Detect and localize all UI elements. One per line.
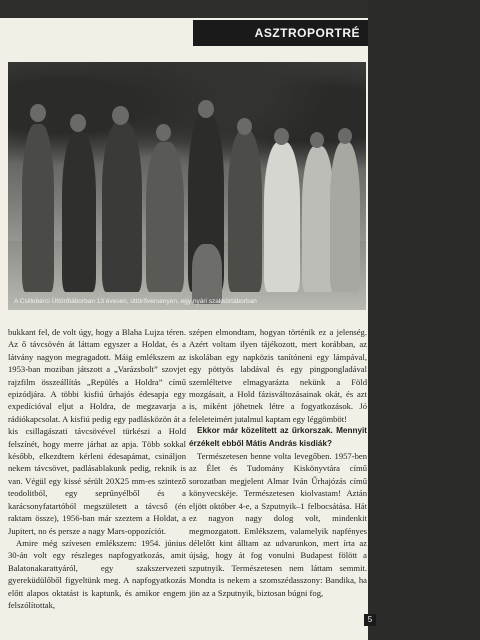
photo-person	[330, 142, 360, 292]
group-photo	[8, 62, 366, 310]
photo-head	[338, 128, 352, 144]
photo-person	[102, 122, 142, 292]
photo-head	[30, 104, 46, 122]
article-paragraph: bukkant fel, de volt úgy, hogy a Blaha Lujza téren. Az ő távcsövén át láttam egyszer a Holdat, és a látvány nagyon megragadott. Máig emlékszem az 1953-ban moziban játszott a „Varázsbolt” szovjet rajzfilm összeállítás „Repülés a Holdra” című epizódjára. A többi kisfiú űrhajós édesapja egy expedícióval eljut a Holdra, de megzavarja a rádiókapcsolat. A kisfiú pedig egy padlásközön át a kis csillagászati távcsövével türkészi a Hold felszínét, hogy merre járhat az apja. Több sokkal később, elkezdtem kérleni édesapámat, csináljon nekem távcsövet, padlásablakunk pedig, reknik is van. Végül egy kissé sérült 20X25 mm-es szintező teodolitból, egy seprűnyélből és a karácsonyfatartóból megszületett a távcső (én raktam össze), 1956-ban már szeztem a Holdat, a Jupitert, no és persze a nagy Mars-oppozíciót.	[8, 327, 186, 536]
article-column-right	[189, 326, 367, 599]
photo-head	[112, 106, 129, 125]
page-number: 5	[364, 614, 376, 626]
photo-person	[22, 124, 54, 292]
photo-head	[156, 124, 171, 141]
photo-person	[146, 142, 184, 292]
photo-person	[62, 132, 96, 292]
photo-caption: A Csillebérci Úttörőtáborban 13 évesen, úttörőversenyen, egy nyári szakkörtáborban	[14, 298, 257, 305]
interview-question: Ekkor már közelített az űrkorszak. Mennyit érzékelt ebből Mátis András kisdiák?	[189, 426, 367, 448]
photo-head	[198, 100, 214, 118]
adjacent-page-edge	[368, 0, 480, 640]
photo-head	[274, 128, 289, 145]
photo-person	[192, 244, 222, 304]
photo-person	[228, 130, 262, 292]
article-column-left	[8, 326, 186, 611]
photo-head	[310, 132, 324, 148]
article-paragraph: szépen elmondtam, hogyan történik ez a jelenség. Azért voltam ilyen tájékozott, mert korábban, az iskolában egy napközis tanítóneni egy lámpával, egy pöttyös labdával és egy pingpongladával szemléltetve elmagyarázta nekünk a Föld mozgásait, a Hold fázisváltozásainak okát, és azt is, miként jöhetnek létre a fogyatkozások. Jó feleleteimért jutalmul kaptam egy léggömböt!	[189, 327, 367, 424]
photo-head	[70, 114, 86, 132]
section-header	[193, 20, 368, 46]
photo-person	[264, 142, 300, 292]
article-paragraph: Amire még szívesen emlékszem: 1954. június 30-án volt egy részleges napfogyatkozás, amit Balatonakarattyáról, egy szakszervezeti gyereküdülőből figyeltünk meg. A napfogyatkozás előtt alapos oktatást is kaptunk, és amikor engem felszólítottak,	[8, 537, 186, 610]
section-title: ASZTROPORTRÉ	[254, 26, 360, 40]
article-paragraph: Természetesen benne volta levegőben. 1957-ben az Élet és Tudomány Kiskönyvtára című sorozatban megjelent Almar Iván Űrhajózás című könyvecskéje. Természetesen kiolvastam! Aztán eljött október 4-e, a Szputnyik–1 felbocsátása. Hát ez nagyon nagy dolog volt, mindenkit megmozgatott. Emlékszem, valamelyik napfényes délelőtt kint álltam az udvarunkon, mert írta az újság, hogy át fog vonulni Budapest fölött a szputnyik. Természetesen nem láttam semmit. Mondta is nekem a szomszédasszony: Bandika, ha jön az a Szputnyik, biztosan búgni fog,	[189, 451, 367, 598]
photo-head	[237, 118, 252, 135]
